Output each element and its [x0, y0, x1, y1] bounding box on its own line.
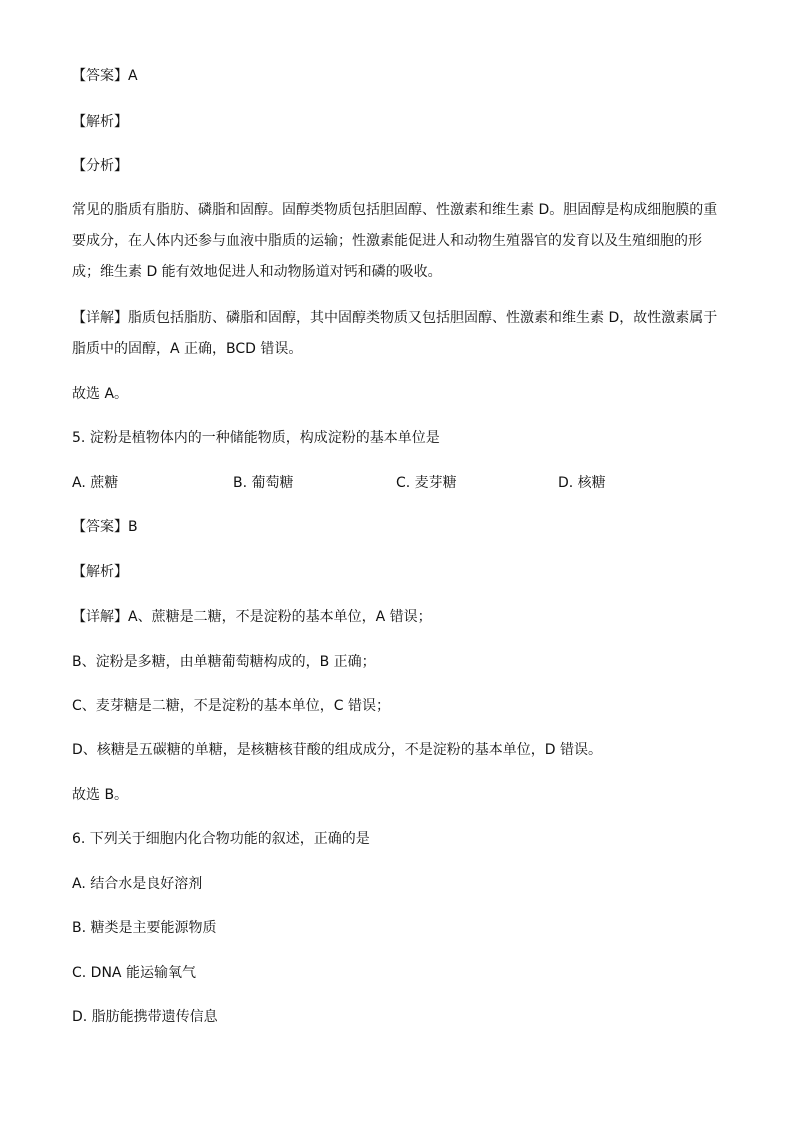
q5-option-d: D. 核糖 [558, 475, 606, 491]
fenxi-line: 成；维生素 D 能有效地促进人和动物肠道对钙和磷的吸收。 [72, 264, 442, 280]
answer-label-5: 【答案】B [72, 519, 138, 535]
q6-option-a: A. 结合水是良好溶剂 [72, 876, 203, 892]
detail-line: 【详解】脂质包括脂肪、磷脂和固醇，其中固醇类物质又包括胆固醇、性激素和维生素 D，故性激素属于 [72, 310, 718, 326]
analysis-heading-1: 【解析】 [72, 114, 128, 130]
q5-option-b: B. 葡萄糖 [233, 475, 294, 491]
q6-option-b: B. 糖类是主要能源物质 [72, 920, 217, 936]
analysis-heading-5: 【解析】 [72, 564, 128, 580]
q5-detail-line-c: C、麦芽糖是二糖，不是淀粉的基本单位，C 错误； [72, 698, 390, 714]
detail-paragraph-1 [72, 303, 722, 365]
question-5-stem: 5. 淀粉是植物体内的一种储能物质，构成淀粉的基本单位是 [72, 430, 440, 446]
fenxi-heading-1: 【分析】 [72, 158, 128, 174]
conclusion-5: 故选 B。 [72, 787, 129, 803]
q6-option-d: D. 脂肪能携带遗传信息 [72, 1009, 218, 1025]
q5-detail-line-d: D、核糖是五碳糖的单糖，是核糖核苷酸的组成成分，不是淀粉的基本单位，D 错误。 [72, 742, 603, 758]
fenxi-paragraph-1 [72, 195, 722, 288]
conclusion-1: 故选 A。 [72, 386, 129, 402]
question-5-options [72, 474, 722, 492]
answer-label-1: 【答案】A [72, 68, 138, 84]
fenxi-line: 常见的脂质有脂肪、磷脂和固醇。固醇类物质包括胆固醇、性激素和维生素 D。胆固醇是构成细胞膜的重 [72, 202, 718, 218]
q6-option-c: C. DNA 能运输氧气 [72, 965, 196, 981]
fenxi-line: 要成分，在人体内还参与血液中脂质的运输；性激素能促进人和动物生殖器官的发育以及生殖细胞的形 [72, 233, 702, 249]
q5-detail-line-a: 【详解】A、蔗糖是二糖，不是淀粉的基本单位，A 错误； [72, 609, 432, 625]
q5-option-a: A. 蔗糖 [72, 475, 119, 491]
q5-detail-line-b: B、淀粉是多糖，由单糖葡萄糖构成的，B 正确； [72, 654, 376, 670]
q5-option-c: C. 麦芽糖 [396, 475, 457, 491]
detail-line: 脂质中的固醇，A 正确，BCD 错误。 [72, 341, 303, 357]
question-6-stem: 6. 下列关于细胞内化合物功能的叙述，正确的是 [72, 831, 370, 847]
